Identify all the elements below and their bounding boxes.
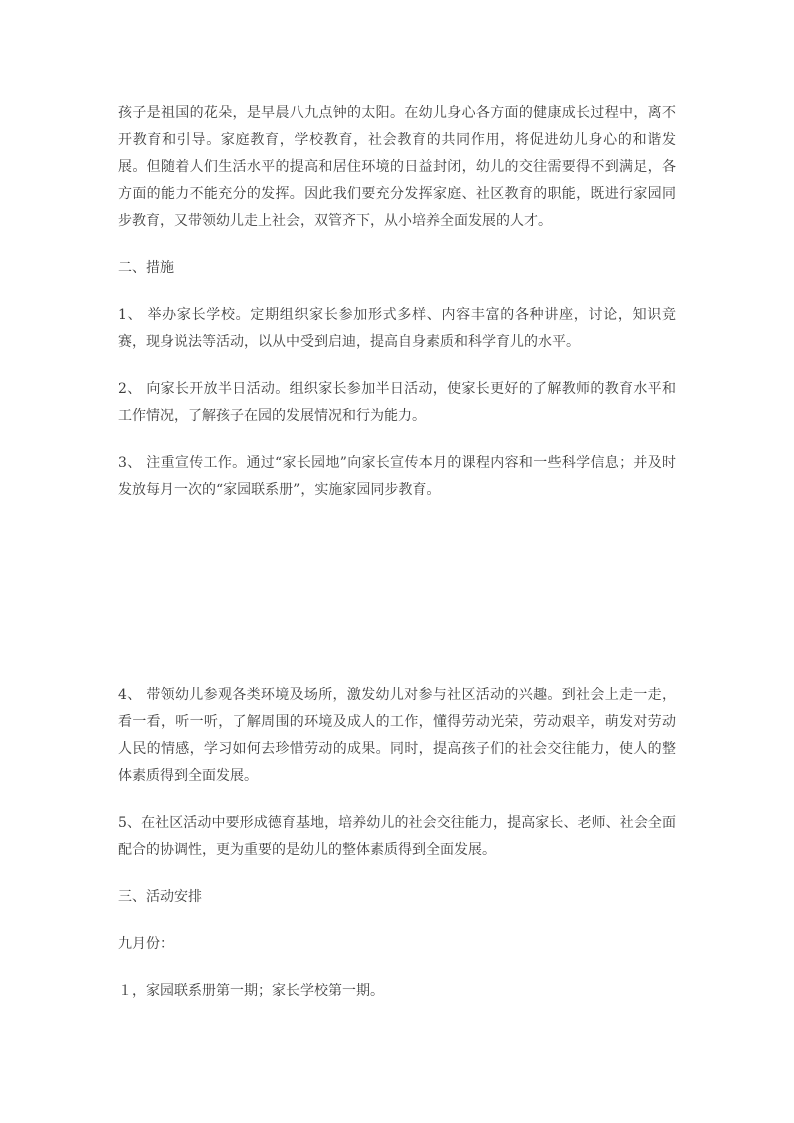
section-heading-measures: 二、措施 bbox=[118, 260, 174, 276]
measure-item-1: 1、 举办家长学校。定期组织家长参加形式多样、内容丰富的各种讲座，讨论，知识竞赛，现身说法等活动，以从中受到启迪，提高自身素质和科学育儿的水平。 bbox=[118, 307, 676, 350]
month-label-september: 九月份： bbox=[118, 936, 174, 952]
measure-item-2: 2、 向家长开放半日活动。组织家长参加半日活动，使家长更好的了解教师的教育水平和工作情况，了解孩子在园的发展情况和行为能力。 bbox=[118, 381, 676, 424]
measure-item-3: 3、 注重宣传工作。通过“家长园地”向家长宣传本月的课程内容和一些科学信息；并及时发放每月一次的“家园联系册”，实施家园同步教育。 bbox=[118, 455, 676, 498]
page-break-gap bbox=[118, 524, 676, 682]
measure-item-5: 5、在社区活动中要形成德育基地，培养幼儿的社会交往能力，提高家长、老师、社会全面配合的协调性，更为重要的是幼儿的整体素质得到全面发展。 bbox=[118, 815, 676, 858]
intro-paragraph: 孩子是祖国的花朵，是早晨八九点钟的太阳。在幼儿身心各方面的健康成长过程中，离不开教育和引导。家庭教育，学校教育，社会教育的共同作用，将促进幼儿身心的和谐发展。但随着人们生活水平的提高和居住环境的日益封闭，幼儿的交往需要得不到满足，各方面的能力不能充分的发挥。因此我们要充分发挥家庭、社区教育的职能，既进行家园同步教育，又带领幼儿走上社会，双管齐下，从小培养全面发展的人才。 bbox=[118, 105, 676, 229]
measure-item-4: 4、 带领幼儿参观各类环境及场所，激发幼儿对参与社区活动的兴趣。到社会上走一走，看一看，听一听，了解周围的环境及成人的工作，懂得劳动光荣，劳动艰辛，萌发对劳动人民的情感，学习如何去珍惜劳动的成果。同时，提高孩子们的社会交往能力，使人的整体素质得到全面发展。 bbox=[118, 687, 676, 784]
document-body bbox=[118, 100, 676, 1025]
schedule-item-1: １，家园联系册第一期；家长学校第一期。 bbox=[118, 983, 384, 999]
section-heading-schedule: 三、活动安排 bbox=[118, 889, 202, 905]
